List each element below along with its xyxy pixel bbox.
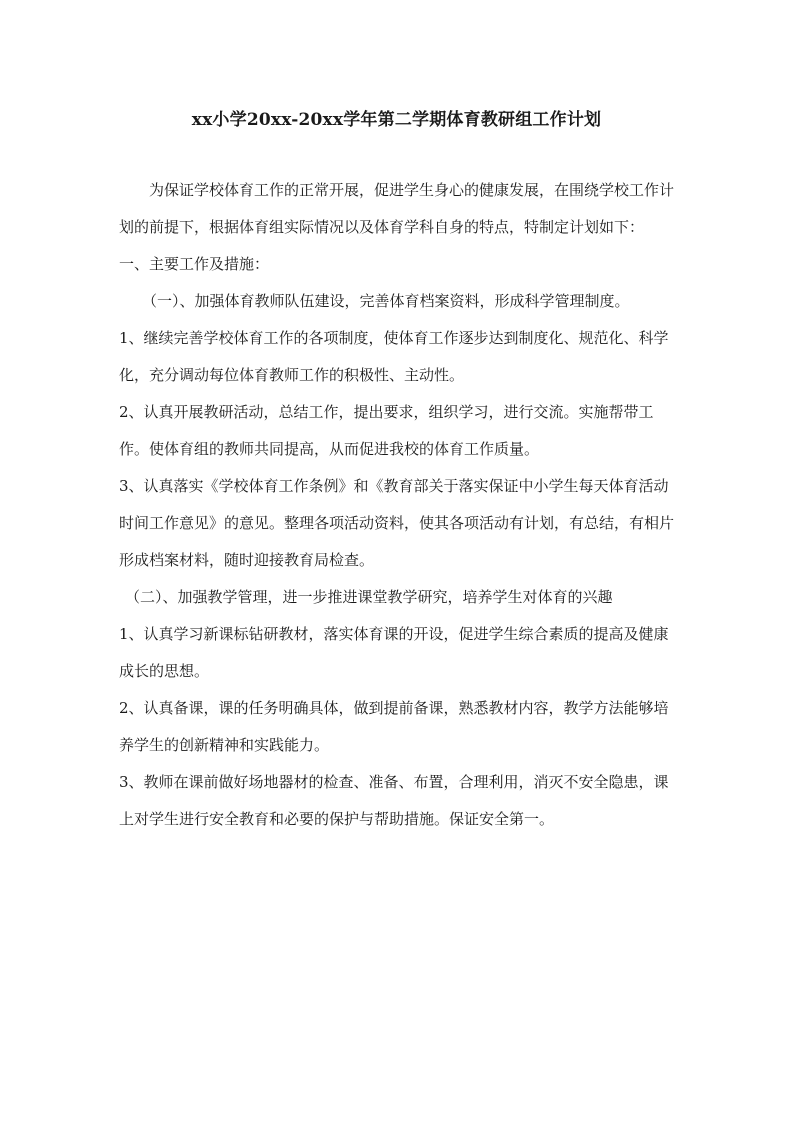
item-1-1: 1、继续完善学校体育工作的各项制度，使体育工作逐步达到制度化、规范化、科学化，充分调动每位体育教师工作的积极性、主动性。 [119,329,669,384]
document-title: xx小学20xx-20xx学年第二学期体育教研组工作计划 [191,110,602,130]
item-2-2: 2、认真备课，课的任务明确具体，做到提前备课，熟悉教材内容，教学方法能够培养学生的创新精神和实践能力。 [119,699,669,754]
item-1-3: 3、认真落实《学校体育工作条例》和《教育部关于落实保证中小学生每天体育活动时间工作意见》的意见。整理各项活动资料，使其各项活动有计划，有总结，有相片形成档案材料，随时迎接教育局检查。 [119,477,675,569]
item-1-2: 2、认真开展教研活动，总结工作，提出要求，组织学习，进行交流。实施帮带工作。使体育组的教师共同提高，从而促进我校的体育工作质量。 [119,403,654,458]
document-body [119,172,675,838]
item-2-1: 1、认真学习新课标钻研教材，落实体育课的开设，促进学生综合素质的提高及健康成长的思想。 [119,625,669,680]
subsection-heading-1: （一）、加强体育教师队伍建设，完善体育档案资料，形成科学管理制度。 [142,292,630,310]
intro-paragraph: 为保证学校体育工作的正常开展，促进学生身心的健康发展，在围绕学校工作计划的前提下，根据体育组实际情况以及体育学科自身的特点，特制定计划如下： [119,181,675,236]
subsection-heading-2: （二）、加强教学管理，进一步推进课堂教学研究，培养学生对体育的兴趣 [125,588,613,606]
section-heading-main-work: 一、主要工作及措施： [119,255,270,273]
item-2-3: 3、教师在课前做好场地器材的检查、准备、布置，合理利用，消灭不安全隐患，课上对学生进行安全教育和必要的保护与帮助措施。保证安全第一。 [119,773,669,828]
